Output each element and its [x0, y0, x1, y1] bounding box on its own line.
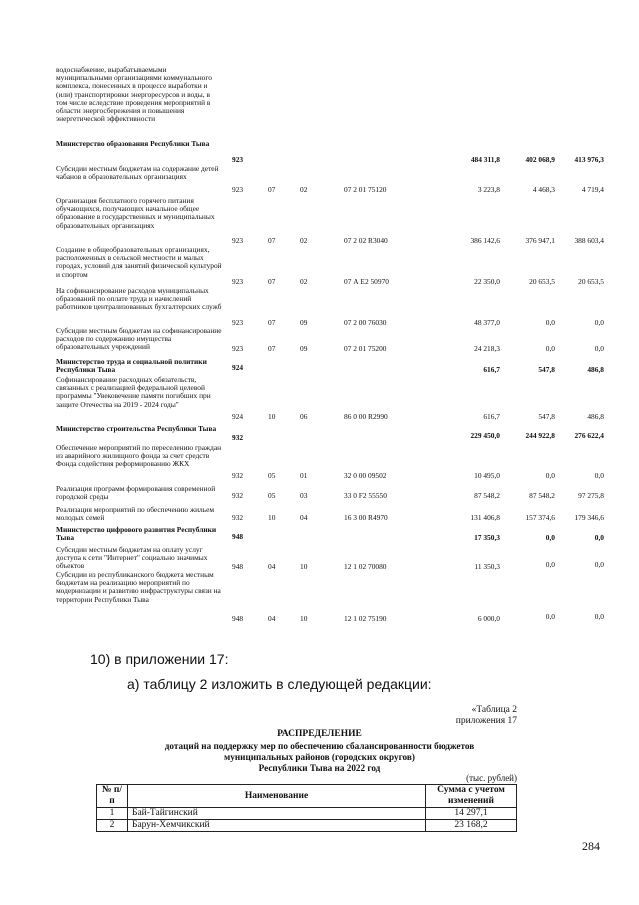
distribution-subtitle-1: дотаций на поддержку мер по обеспечению сбалансированности бюджетов — [164, 741, 475, 751]
row-name: Софинансирование расходных обязательств, связанных с реализацией федеральной целевой программы "Увековечение памяти погибших при защите Отечества на 2019 - 2024 годы" — [56, 375, 211, 409]
row-name: Министерство цифрового развития Республики Тыва — [56, 525, 217, 543]
row-gr: 923 — [232, 236, 244, 245]
row-cs: 07 А Е2 50970 — [344, 277, 389, 286]
row-v1: 484 311,8 — [470, 155, 500, 164]
row-v3: 20 653,5 — [578, 277, 604, 286]
row-name: Создание в общеобразовательных организациях, расположенных в сельской местности и малых городах, условий для занятий физической культурой и спортом — [56, 245, 222, 279]
row-v1: 229 450,0 — [470, 431, 500, 440]
distribution-table — [96, 784, 517, 832]
row-pr: 10 — [300, 614, 308, 623]
row-name: Организация бесплатного горячего питания обучающихся, получающих начальное общее образование в государственных и муниципальных образовательных организациях — [56, 196, 215, 230]
row-v2: 0,0 — [545, 344, 555, 353]
row-v2: 4 468,3 — [532, 185, 555, 194]
table-row — [97, 808, 517, 820]
row-v3: 413 976,3 — [574, 155, 604, 164]
row-v2: 0,0 — [545, 560, 555, 569]
row-name: Министерство труда и социальной политики Республики Тыва — [56, 357, 207, 375]
header-sum: Сумма с учетом изменений — [426, 785, 517, 808]
row-v1: 24 218,3 — [474, 344, 500, 353]
row-gr: 924 — [232, 363, 244, 372]
row-v1: 22 350,0 — [474, 277, 500, 286]
row-v3: 0,0 — [594, 471, 604, 480]
row-v3: 486,8 — [587, 412, 604, 421]
row-v1: 131 406,8 — [470, 513, 500, 522]
row-pr: 01 — [300, 471, 308, 480]
row-pr: 02 — [300, 277, 308, 286]
row-pr: 10 — [300, 562, 308, 571]
row-v3: 97 275,8 — [578, 491, 604, 500]
row-gr: 948 — [232, 614, 244, 623]
row-v1: 386 142,6 — [470, 236, 500, 245]
table-row — [97, 820, 517, 832]
row-cs: 33 0 F2 55550 — [344, 491, 387, 500]
row-gr: 923 — [232, 344, 244, 353]
row-rz: 07 — [268, 318, 276, 327]
header-num: № п/п — [97, 785, 128, 808]
row-name: Субсидии из республиканского бюджета местным бюджетам на реализацию мероприятий по модернизации и развитию инфраструктуры связи на территории Республики Тыва — [56, 570, 221, 604]
row-v2: 547,8 — [538, 412, 555, 421]
row-sum: 23 168,2 — [426, 820, 517, 832]
row-name: На софинансирование расходов муниципальных образований по оплате труда и начислений работников централизованных бухгалтерских служб — [56, 286, 222, 312]
row-v2: 0,0 — [545, 318, 555, 327]
row-number: 1 — [97, 808, 128, 820]
row-pr: 02 — [300, 236, 308, 245]
row-v2: 157 374,6 — [525, 513, 555, 522]
amendment-item-10: 10) в приложении 17: — [90, 651, 229, 667]
row-gr: 932 — [232, 513, 244, 522]
row-gr: 948 — [232, 532, 244, 541]
amendment-subitem-a: а) таблицу 2 изложить в следующей редакции: — [127, 676, 432, 692]
row-v3: 0,0 — [594, 612, 604, 621]
page-number: 284 — [582, 839, 600, 853]
row-district-name: Бай-Тайгинский — [128, 808, 426, 820]
row-pr: 09 — [300, 318, 308, 327]
row-v2: 0,0 — [545, 471, 555, 480]
row-rz: 10 — [268, 513, 276, 522]
row-v2: 0,0 — [545, 612, 555, 621]
row-rz: 07 — [268, 185, 276, 194]
row-v3: 0,0 — [594, 533, 604, 542]
header-row — [97, 785, 517, 808]
row-v3: 0,0 — [594, 318, 604, 327]
row-gr: 923 — [232, 155, 244, 164]
row-rz: 07 — [268, 344, 276, 353]
row-cs: 32 0 00 09502 — [344, 471, 387, 480]
row-gr: 923 — [232, 277, 244, 286]
row-gr: 923 — [232, 185, 244, 194]
row-pr: 02 — [300, 185, 308, 194]
row-name: Министерство образования Республики Тыва — [56, 139, 210, 148]
row-cs: 16 3 00 R4970 — [344, 513, 388, 522]
row-v3: 0,0 — [594, 560, 604, 569]
row-rz: 04 — [268, 614, 276, 623]
row-v3: 276 622,4 — [574, 431, 604, 440]
row-district-name: Барун-Хемчикский — [128, 820, 426, 832]
row-v3: 179 346,6 — [574, 513, 604, 522]
table-reference-line2: приложения 17 — [455, 716, 517, 726]
row-cs: 12 1 02 75190 — [344, 614, 387, 623]
row-cs: 07 2 02 R3040 — [344, 236, 388, 245]
row-rz: 07 — [268, 236, 276, 245]
row-gr: 932 — [232, 471, 244, 480]
row-rz: 07 — [268, 277, 276, 286]
distribution-subtitle-2: муниципальных районов (городских округов) — [224, 752, 415, 762]
row-pr: 06 — [300, 412, 308, 421]
row-v2: 376 947,1 — [525, 236, 555, 245]
row-rz: 10 — [268, 412, 276, 421]
row-v1: 616,7 — [483, 412, 500, 421]
row-v2: 0,0 — [545, 533, 555, 542]
row-rz: 05 — [268, 491, 276, 500]
row-cs: 07 2 01 75120 — [344, 185, 387, 194]
row-v1: 616,7 — [483, 365, 500, 374]
row-gr: 923 — [232, 318, 244, 327]
row-gr: 932 — [232, 433, 244, 442]
distribution-title: РАСПРЕДЕЛЕНИЕ — [277, 729, 362, 739]
row-name: Реализация программ формирования современной городской среды — [56, 484, 216, 502]
row-rz: 05 — [268, 471, 276, 480]
row-v3: 486,8 — [587, 365, 604, 374]
distribution-subtitle-3: Республики Тыва на 2022 год — [258, 763, 381, 773]
row-pr: 03 — [300, 491, 308, 500]
row-name: Субсидии местным бюджетам на оплату услуг доступа к сети "Интернет" социально значимых объектов — [56, 545, 208, 571]
row-pr: 09 — [300, 344, 308, 353]
row-gr: 924 — [232, 412, 244, 421]
row-pr: 04 — [300, 513, 308, 522]
row-cs: 07 2 00 76030 — [344, 318, 387, 327]
row-gr: 932 — [232, 491, 244, 500]
row-v1: 17 350,3 — [474, 533, 500, 542]
row-v2: 87 548,2 — [529, 491, 555, 500]
row-v2: 547,8 — [538, 365, 555, 374]
row-v2: 20 653,5 — [529, 277, 555, 286]
row-cs: 12 1 02 70080 — [344, 562, 387, 571]
row-cs: 86 0 00 R2990 — [344, 412, 388, 421]
row-v3: 388 603,4 — [574, 236, 604, 245]
row-name: Субсидии местным бюджетам на софинансирование расходов по содержанию имущества образовательных учреждений — [56, 326, 222, 352]
units-label: (тыс. рублей) — [466, 773, 517, 783]
row-v2: 402 068,9 — [525, 155, 555, 164]
row-sum: 14 297,1 — [426, 808, 517, 820]
row-name: Реализация мероприятий по обеспечению жильем молодых семей — [56, 505, 215, 523]
row-cs: 07 2 01 75200 — [344, 344, 387, 353]
table-reference-line1: «Таблица 2 — [471, 705, 517, 715]
row-name: Министерство строительства Республики Тыва — [56, 424, 217, 433]
row-rz: 04 — [268, 562, 276, 571]
row-v1: 3 223,8 — [477, 185, 500, 194]
row-v1: 11 350,3 — [474, 562, 500, 571]
row-v3: 0,0 — [594, 344, 604, 353]
row-v1: 6 000,0 — [477, 614, 500, 623]
row-gr: 948 — [232, 562, 244, 571]
row-v1: 48 377,0 — [474, 318, 500, 327]
row-v3: 4 719,4 — [581, 185, 604, 194]
header-name: Наименование — [128, 785, 426, 808]
row-v1: 87 548,2 — [474, 491, 500, 500]
row-v1: 10 495,0 — [474, 471, 500, 480]
row-name: водоснабжение, вырабатываемыми муниципальными организациями коммунального комплекса, понесенных в процессе выработки и (или) транспортировки энергоресурсов и воды, в том числе вследствие проведения мероприятий в области энергосбережения и повышения энергетической эффективности — [56, 65, 212, 124]
row-v2: 244 922,8 — [525, 431, 555, 440]
row-name: Субсидии местным бюджетам на содержание детей чабанов в образовательных организациях — [56, 164, 219, 182]
row-number: 2 — [97, 820, 128, 832]
row-name: Обеспечение мероприятий по переселению граждан из аварийного жилищного фонда за счет средств Фонда содействия реформированию ЖКХ — [56, 443, 222, 469]
